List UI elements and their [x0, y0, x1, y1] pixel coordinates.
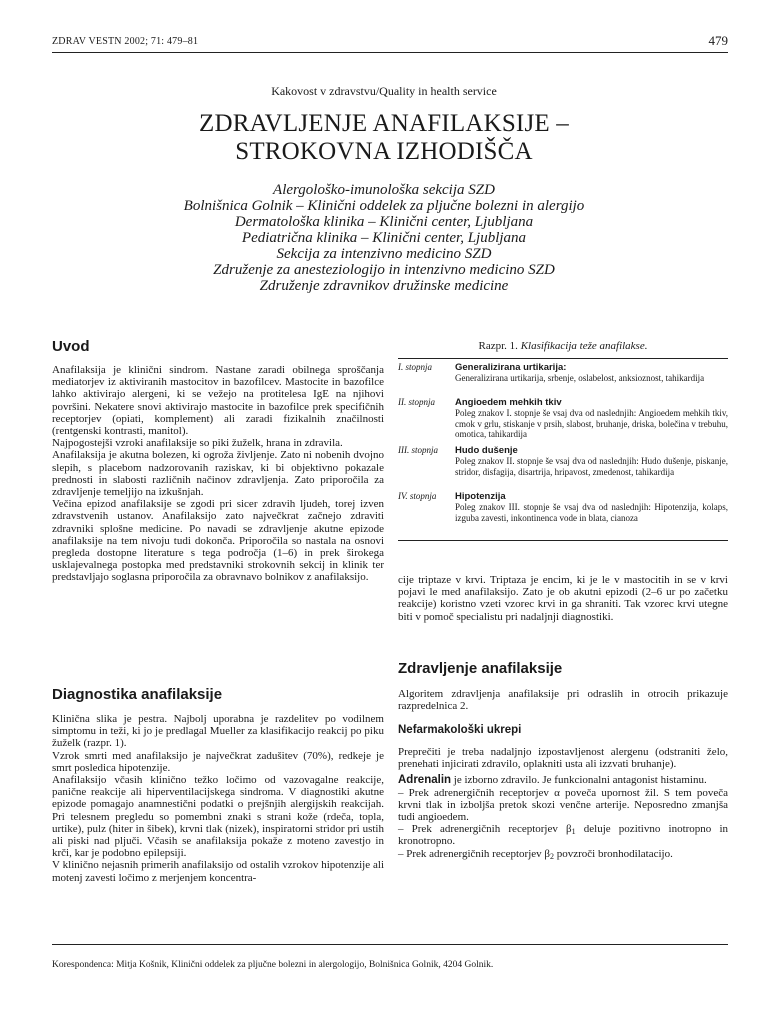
paragraph: Najpogostejši vzroki anafilaksije so piki žuželk, hrana in zdravila. — [52, 437, 343, 450]
series-label: Kakovost v zdravstvu/Quality in health service — [271, 84, 497, 98]
section-heading-diagnostika: Diagnostika anafilaksije — [52, 686, 223, 703]
beta1-pre: – Prek adrenergičnih receptorjev β — [398, 823, 572, 836]
term-adrenalin: Adrenalin — [398, 774, 452, 787]
affiliation: Alergološko-imunološka sekcija SZD — [273, 182, 495, 198]
table-row-text: Poleg znakov I. stopnje še vsaj dva od naslednjih: Angioedem mehkih tkiv, cmok v grlu, stiskanje v prsih, slabost, bruhanje, driska, bolečina v trebuhu, omotica, tahikardija — [455, 408, 728, 439]
paragraph — [398, 823, 728, 847]
table-row-title: Angioedem mehkih tkiv — [455, 397, 562, 408]
table-bottom-rule — [398, 540, 728, 541]
affiliation: Sekcija za intenzivno medicino SZD — [276, 246, 492, 262]
paragraph: Algoritem zdravljenja anafilaksije pri odraslih in otrocih prikazuje razpredelnica 2. — [398, 688, 728, 713]
uvod-body — [52, 364, 384, 584]
zdravljenje-intro — [398, 688, 728, 712]
table-caption-title: Klasifikacija teže anafilakse. — [520, 340, 648, 352]
affiliation: Pediatrična klinika – Klinični center, Ljubljana — [241, 230, 527, 246]
adrenalin-text: je izborno zdravilo. Je funkcionalni antagonist histaminu. — [451, 774, 707, 787]
paragraph: V klinično nejasnih primerih anafilaksijo od ostalih vzrokov hipotenzije ali motenj zavesti ločimo z merjenjem koncentra- — [52, 859, 384, 884]
alpha-pre: – Prek adrenergičnih receptorjev — [398, 786, 555, 799]
table-caption — [398, 340, 728, 352]
paragraph: Preprečiti je treba nadaljnjo izpostavljenost alergenu (odstraniti želo, prenehati injicirati zdravilo, oplakniti usta ali izzvati bruhanje). — [398, 746, 728, 771]
beta2-sub: 2 — [550, 851, 554, 861]
table-stage: IV. stopnja — [398, 491, 437, 501]
table-desc — [455, 491, 728, 523]
paragraph: cije triptaze v krvi. Triptaza je encim, ki je le v mastocitih in se v krvi pojavi le med anafilaksijo. Zato je ob akutni epizodi (2–6 ur po začetku reakcije) koristno vzeti vzorec krvi in ga shraniti. Tak vzorec krvi utegne biti v pomoč specialistu pri nadaljnji diagnostiki. — [398, 574, 728, 623]
section-heading-uvod: Uvod — [52, 338, 90, 355]
paragraph: Anafilaksijo včasih klinično težko ločimo od vazovagalne reakcije, panične reakcije ali hiperventilacijskega sindroma. V diagnostiki akutne epizode pomagajo anamnestični podatki o prejšnjih alergijskih reakcijah. Pri telesnem pregledu so pomembni znaki s strani kože (rdeča, topla, urtike), pulz (hiter in šibek), krvni tlak (nizek), inspiratorni stridor pri ustih ali piski nad pljuči. Včasih se anafilaksija pokaže z moteno zavestjo in krči, kar je podobno epilepsiji. — [52, 774, 384, 860]
correspondence: Korespondenca: Mitja Košnik, Klinični oddelek za pljučne bolezni in alergologijo, Bolnišnica Golnik, 4204 Golnik. — [52, 960, 494, 970]
paragraph: Anafilaksija je klinični sindrom. Nastane zaradi obilnega sproščanja mediatorjev iz aktiviranih mastocitov in bazofilcev. Mastocite in bazofilce lahko aktivirajo alergeni, ki se vežejo na protitelesa IgE na njihovi površini. Nekatere snovi aktivirajo mastocite in bazofilce prek specifičnih receptorjev (opiati, komplement) ali zaradi fizikalnih značilnosti (rentgenski kontrasti, manitol). — [52, 364, 384, 438]
paragraph: Klinična slika je pestra. Najbolj uporabna je razdelitev po vodilnem simptomu in teži, ki jo je predlagal Mueller za klasifikacijo reakcij po piku žuželk (razpr. 1). — [52, 713, 384, 750]
table-row-text: Poleg znakov III. stopnje še vsaj dva od naslednjih: Hipotenzija, kolaps, izguba zavesti, inkontinenca vode in blata, cianoza — [455, 502, 728, 523]
footer-rule — [52, 944, 728, 945]
table-caption-prefix: Razpr. 1. — [478, 340, 518, 352]
affiliations — [0, 182, 768, 294]
paragraph: Večina epizod anafilaksije se zgodi pri sicer zdravih ljudeh, torej izven zdravstvenih ustanov. Anafilaksijo zato največkrat začnejo zdraviti zdravniki splošne medicine. Po navadi se zdravljenje akutne epizode anafilaksije na tem nivoju tudi dokonča. Priporočila so nastala na osnovi pregleda dostopne literature s tega področja (1–6) in prek širokega usklajevalnega postopka med predstavniki strokovnih sekcij in klinik ter predstavljajo soglasna priporočila za obravnavo bolnikov z anafilaksijo. — [52, 498, 384, 584]
page-number: 479 — [708, 33, 728, 48]
beta2-pre: – Prek adrenergičnih receptorjev β — [398, 847, 550, 860]
affiliation: Združenje za anesteziologijo in intenzivno medicino SZD — [213, 262, 555, 278]
paragraph: Vzrok smrti med anafilaksijo je največkrat zadušitev (70%), redkeje je smrt posledica hipotenzije. — [52, 749, 384, 774]
affiliation: Bolnišnica Golnik – Klinični oddelek za pljučne bolezni in alergijo — [183, 198, 585, 214]
article-title — [0, 110, 768, 166]
journal-citation: ZDRAV VESTN 2002; 71: 479–81 — [52, 36, 199, 47]
table-stage: II. stopnja — [398, 397, 435, 407]
table-stage: III. stopnja — [398, 445, 438, 455]
table-top-rule — [398, 358, 728, 359]
paragraph: Anafilaksija je akutna bolezen, ki ogroža življenje. Zato ni nobenih dvojno slepih, s placebom nadzorovanih raziskav, ki bi objektivno pokazale prednosti in slabosti različnih načinov zdravljenja. Zato priporočila za zdravljenje temeljijo na izkušnjah. — [52, 449, 384, 499]
alpha-post: poveča upornost žil. S tem poveča krvni tlak in izboljša pretok skozi venčne arterije. Neposredno zmanjša tudi angioedem. — [398, 786, 728, 824]
paragraph — [398, 848, 728, 860]
paragraph — [398, 774, 728, 786]
table-row-text: Generalizirana urtikarija, srbenje, oslabelost, anksioznost, tahikardija — [455, 373, 705, 384]
diagnostika-body — [52, 713, 384, 884]
subheading-nefarmakoloski: Nefarmakološki ukrepi — [398, 724, 522, 736]
table-row-title: Hipotenzija — [455, 491, 506, 502]
table-row-text: Poleg znakov II. stopnje še vsaj dva od naslednjih: Hudo dušenje, piskanje, stridor, disfagija, disartrija, hripavost, zmedenost, tahikardija — [455, 456, 728, 477]
table-row-title: Generalizirana urtikarija: — [455, 362, 567, 373]
header-rule — [52, 52, 728, 53]
table-desc — [455, 397, 728, 439]
table-row-title: Hudo dušenje — [455, 445, 518, 456]
title-line-2: STROKOVNA IZHODIŠČA — [235, 138, 533, 165]
affiliation: Združenje zdravnikov družinske medicine — [259, 278, 509, 294]
beta1-post: deluje pozitivno inotropno in kronotropno. — [398, 823, 729, 848]
beta1-sub: 1 — [571, 827, 576, 837]
alpha-symbol: α — [554, 786, 560, 799]
beta2-post: povzroči bronhodilatacijo. — [554, 847, 673, 860]
table-desc — [455, 445, 728, 477]
paragraph — [398, 787, 728, 824]
severity-table — [398, 362, 728, 538]
title-line-1: ZDRAVLJENJE ANAFILAKSIJE – — [198, 110, 570, 137]
diagnostika-continued — [398, 574, 728, 623]
section-heading-zdravljenje: Zdravljenje anafilaksije — [398, 660, 563, 677]
zdravljenje-body — [398, 746, 728, 860]
affiliation: Dermatološka klinika – Klinični center, Ljubljana — [234, 214, 534, 230]
table-desc — [455, 362, 728, 384]
table-stage: I. stopnja — [398, 362, 433, 372]
